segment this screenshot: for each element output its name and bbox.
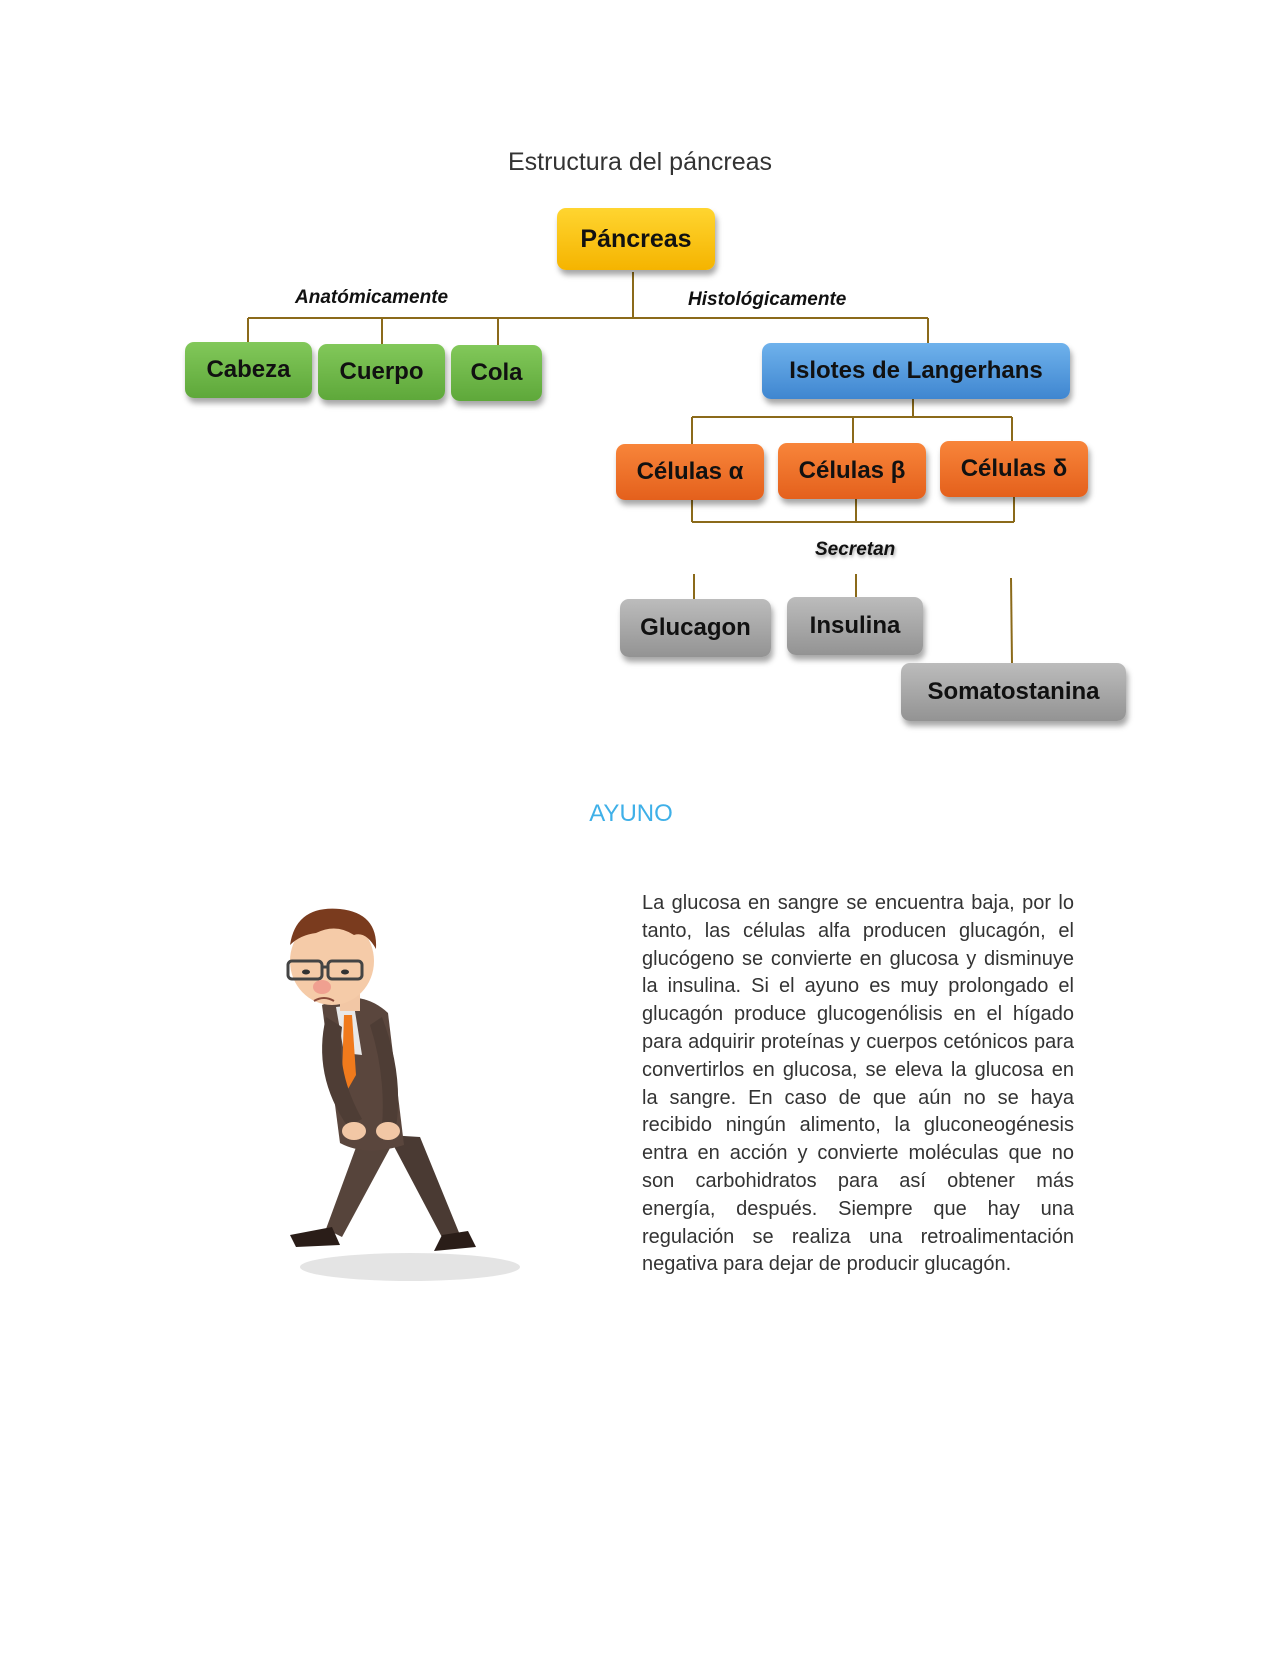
celulas-delta-box: Células δ	[940, 441, 1088, 497]
page-title: Estructura del páncreas	[507, 148, 773, 176]
celulas-beta-box: Células β	[778, 443, 926, 499]
section-paragraph: La glucosa en sangre se encuentra baja, por lo tanto, las células alfa producen glucagón, el glucógeno se convierte en glucosa y disminuye la insulina. Si el ayuno es muy prolongado el glucagón produce glucogenólisis en el hígado para adquirir proteínas y cuerpos cetónicos para convertirlos en glucosa, se eleva la glucosa en la sangre. En caso de que aún no se haya recibido ningún alimento, la gluconeogénesis entra en acción y convierte moléculas que no son carbohidratos para así obtener más energía, después. Siempre que hay una regulación se realiza una retroalimentación negativa para dejar de producir glucagón.	[642, 892, 1074, 1276]
section-heading: AYUNO	[589, 800, 673, 827]
islotes-box: Islotes de Langerhans	[762, 343, 1070, 399]
tired-man-illustration	[270, 905, 520, 1295]
anatomical-label: Anatómicamente	[295, 287, 449, 308]
celulas-alfa-box: Células α	[616, 444, 764, 500]
glucagon-box: Glucagon	[620, 599, 771, 657]
cabeza-box: Cabeza	[185, 342, 312, 398]
insulina-box: Insulina	[787, 597, 923, 655]
cola-box: Cola	[451, 345, 542, 401]
pancreas-box: Páncreas	[557, 208, 715, 270]
somatostanina-box: Somatostanina	[901, 663, 1126, 721]
cuerpo-box: Cuerpo	[318, 344, 445, 400]
secretion-label: Secretan	[815, 539, 896, 560]
histological-label: Histológicamente	[688, 289, 847, 310]
